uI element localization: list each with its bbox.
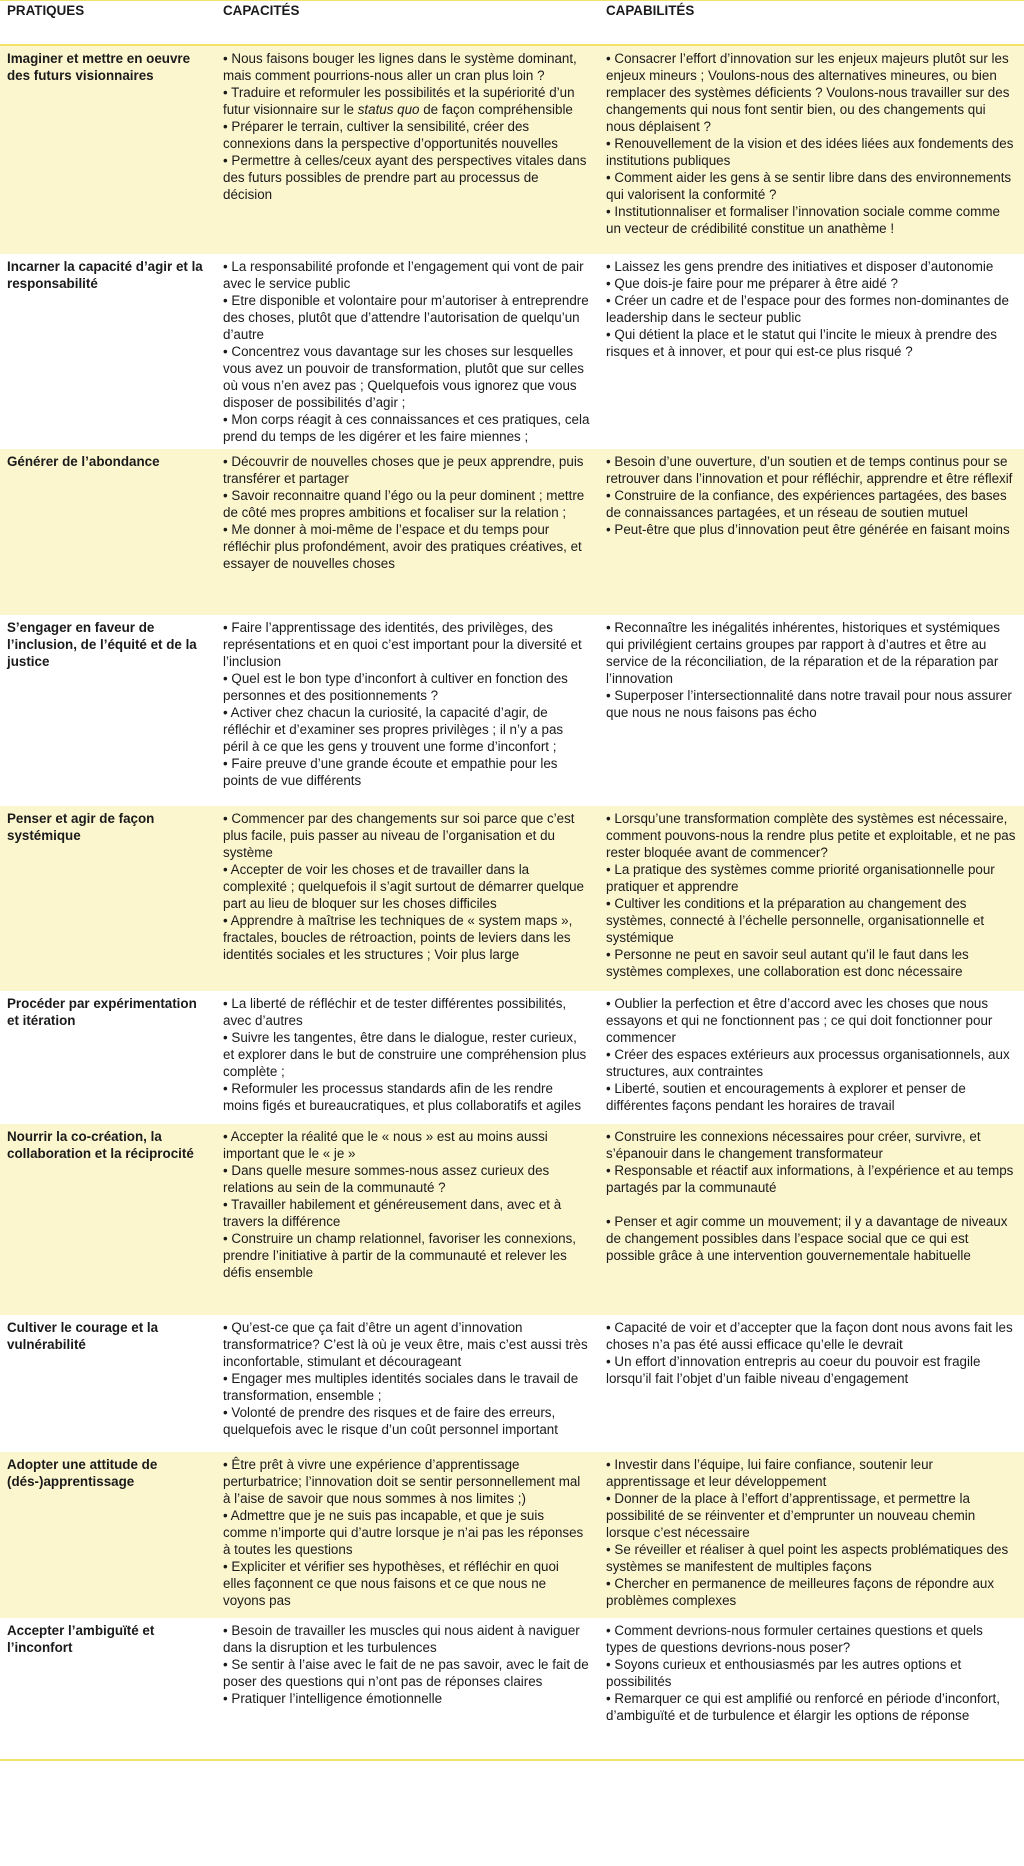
bullet-item: • Qu’est-ce que ça fait d’être un agent d’innovation transformatrice? C’est là où je veux être, mais c’est aussi très inconfortable, stimulant et décourageant: [223, 1320, 588, 1369]
practice-name: Adopter une attitude de (dés-)apprentissage: [7, 1457, 158, 1489]
bullet-item: • Être prêt à vivre une expérience d’apprentissage perturbatrice; l’innovation doit se sentir personnellement mal à l’aise de savoir que nous sommes à nos limites ;): [223, 1457, 581, 1506]
capabilities-cell: [606, 1319, 1018, 1387]
bullet-item: • Dans quelle mesure sommes-nous assez curieux des relations au sein de la communauté ?: [223, 1163, 550, 1195]
header-capabilities: CAPABILITÉS: [606, 3, 695, 18]
bullet-item: • Institutionnaliser et formaliser l’innovation sociale comme comme un vecteur de crédibilité constitue un anathème !: [606, 204, 1000, 236]
capacities-cell: [223, 453, 590, 572]
practice-name: Accepter l’ambiguïté et l’inconfort: [7, 1623, 155, 1655]
capacities-cell: [223, 1128, 590, 1281]
practice-name: S’engager en faveur de l’inclusion, de l’équité et de la justice: [7, 620, 197, 669]
bullet-item: • Créer un cadre et de l’espace pour des formes non-dominantes de leadership dans le secteur public: [606, 293, 1009, 325]
table-row: [0, 254, 1024, 449]
capabilities-cell: [606, 810, 1018, 980]
bullet-item: • Accepter de voir les choses et de travailler dans la complexité ; quelquefois il s’agit surtout de démarrer quelque part au lieu de bloquer sur les choses difficiles: [223, 862, 585, 911]
capabilities-cell: [606, 50, 1018, 237]
bullet-item: • Que dois-je faire pour me préparer à être aidé ?: [606, 276, 898, 291]
table-row: [0, 1452, 1024, 1618]
bullet-item: • Liberté, soutien et encouragements à explorer et penser de différentes façons pendant les horaires de travail: [606, 1081, 966, 1113]
capabilities-cell: [606, 619, 1018, 721]
table-row: [0, 1124, 1024, 1315]
bullet-item: • Préparer le terrain, cultiver la sensibilité, créer des connexions dans la perspective d’opportunités nouvelles: [223, 119, 558, 151]
bullet-item: • Comment aider les gens à se sentir libre dans des environnements qui valorisent la conformité ?: [606, 170, 1012, 202]
bullet-item: • Expliciter et vérifier ses hypothèses, et réfléchir en quoi elles façonnent ce que nous faisons et ce que nous ne voyons pas: [223, 1559, 559, 1608]
table-row: [0, 449, 1024, 615]
table-row: [0, 806, 1024, 991]
practice-name: Imaginer et mettre en oeuvre des futurs visionnaires: [7, 51, 191, 83]
bullet-item: • Suivre les tangentes, être dans le dialogue, rester curieux, et explorer dans le but de construire une compréhension plus complète ;: [223, 1030, 587, 1079]
table-row: [0, 46, 1024, 254]
practice-name: Générer de l’abondance: [7, 454, 160, 469]
bullet-item: • Etre disponible et volontaire pour m’autoriser à entreprendre des choses, plutôt que d’attendre l’autorisation de quelqu’un d’autre: [223, 293, 589, 342]
bullet-item: • Engager mes multiples identités sociales dans le travail de transformation, ensemble ;: [223, 1371, 579, 1403]
practice-name: Penser et agir de façon systémique: [7, 811, 155, 843]
bullet-item: • Capacité de voir et d’accepter que la façon dont nous avons fait les choses n’a pas été aussi efficace qu’elle le devrait: [606, 1320, 1013, 1352]
practice-name: Cultiver le courage et la vulnérabilité: [7, 1320, 159, 1352]
bullet-item: • Travailler habilement et généreusement dans, avec et à travers la différence: [223, 1197, 562, 1229]
bullet-item: • Remarquer ce qui est amplifié ou renforcé en période d’inconfort, d’ambiguïté et de turbulence et élargir les options de réponse: [606, 1691, 1000, 1723]
bullet-item: • Permettre à celles/ceux ayant des perspectives vitales dans des futurs possibles de prendre part au processus de décision: [223, 153, 587, 202]
bullet-item: • Reformuler les processus standards afin de les rendre moins figés et bureaucratiques, et plus collaboratifs et agiles: [223, 1081, 582, 1113]
bullet-item: • Nous faisons bouger les lignes dans le système dominant, mais comment pourrions-nous aller un cran plus loin ?: [223, 51, 577, 83]
table-header: [0, 0, 1024, 44]
bullet-item: • Faire preuve d’une grande écoute et empathie pour les points de vue différents: [223, 756, 558, 788]
practice-name: Incarner la capacité d’agir et la responsabilité: [7, 259, 203, 291]
capabilities-cell: [606, 995, 1018, 1114]
capabilities-cell: [606, 1128, 1018, 1264]
bullet-item: • Savoir reconnaitre quand l’égo ou la peur dominent ; mettre de côté mes propres ambitions et focaliser sur la relation ;: [223, 488, 585, 520]
bullet-item: • Cultiver les conditions et la préparation au changement des systèmes, connecté à l’échelle personnelle, organisationnelle et systémique: [606, 896, 985, 945]
capacities-cell: [223, 619, 590, 789]
bullet-item: • Admettre que je ne suis pas incapable, et que je suis comme n’importe qui d’autre lorsque je n’ai pas les réponses à toutes les questions: [223, 1508, 584, 1557]
bullet-item: • Personne ne peut en savoir seul autant qu’il le faut dans les systèmes complexes, une collaboration est donc nécessaire: [606, 947, 969, 979]
header-practices: PRATIQUES: [7, 3, 85, 18]
header-capacities: CAPACITÉS: [223, 3, 300, 18]
bullet-item: • Faire l’apprentissage des identités, des privilèges, des représentations et en quoi c’est important pour la diversité et l’inclusion: [223, 620, 582, 669]
bullet-item: • Laissez les gens prendre des initiatives et disposer d’autonomie: [606, 259, 994, 274]
bullet-item: • Découvrir de nouvelles choses que je peux apprendre, puis transférer et partager: [223, 454, 584, 486]
bullet-item: • La liberté de réfléchir et de tester différentes possibilités, avec d’autres: [223, 996, 567, 1028]
bullet-item: • La responsabilité profonde et l’engagement qui vont de pair avec le service public: [223, 259, 584, 291]
bullet-item: • Soyons curieux et enthousiasmés par les autres options et possibilités: [606, 1657, 962, 1689]
bullet-item: • Comment devrions-nous formuler certaines questions et quels types de questions devrions-nous poser?: [606, 1623, 983, 1655]
bullet-item: • Me donner à moi-même de l’espace et du temps pour réfléchir plus profondément, avoir des pratiques créatives, et essayer de nouvelles choses: [223, 522, 582, 571]
table-row: [0, 615, 1024, 806]
bullet-item: • La pratique des systèmes comme priorité organisationnelle pour pratiquer et apprendre: [606, 862, 995, 894]
bullet-item: • Chercher en permanence de meilleures façons de répondre aux problèmes complexes: [606, 1576, 995, 1608]
bullet-item: • Créer des espaces extérieurs aux processus organisationnels, aux structures, aux contraintes: [606, 1047, 1010, 1079]
capabilities-cell: [606, 258, 1018, 360]
table-row: [0, 991, 1024, 1124]
bullet-item: • Investir dans l’équipe, lui faire confiance, soutenir leur apprentissage et leur développement: [606, 1457, 933, 1489]
bullet-item: • Concentrez vous davantage sur les choses sur lesquelles vous avez un pouvoir de transformation, plutôt que sur celles où vous n’en avez pas ; Quelquefois vous ignorez que vous disposer de possibilités d’agir ;: [223, 344, 585, 410]
bullet-item: • Consacrer l’effort d’innovation sur les enjeux majeurs plutôt sur les enjeux mineurs ; Voulons-nous des alternatives mineures, ou bien remplacer des systèmes déficients ? Voulons-nous travailler sur des changements qui nous font sentir bien, ou des changements qui nous déplaisent ?: [606, 51, 1010, 134]
bullet-item: • Accepter la réalité que le « nous » est au moins aussi important que le « je »: [223, 1129, 548, 1161]
bullet-item: • Mon corps réagit à ces connaissances et ces pratiques, cela prend du temps de les digérer et les faire miennes ;: [223, 412, 590, 444]
bullet-item: • Besoin d’une ouverture, d’un soutien et de temps continus pour se retrouver dans l’innovation et pour réfléchir, apprendre et être réflexif: [606, 454, 1013, 486]
bullet-item: • Peut-être que plus d’innovation peut être générée en faisant moins: [606, 522, 1010, 537]
bullet-item: • Responsable et réactif aux informations, à l’expérience et au temps partagés par la communauté: [606, 1163, 1014, 1195]
bullet-item: • Quel est le bon type d’inconfort à cultiver en fonction des personnes et des positionnements ?: [223, 671, 568, 703]
blank-line: [606, 1196, 1018, 1213]
capacities-cell: [223, 810, 590, 963]
bullet-item: • Lorsqu’une transformation complète des systèmes est nécessaire, comment pouvons-nous la rendre plus petite et exploitable, et ne pas rester bloquée avant de commencer?: [606, 811, 1016, 860]
bullet-item: • Se réveiller et réaliser à quel point les aspects problématiques des systèmes se manifestent de multiples façons: [606, 1542, 1009, 1574]
bullet-item: • Donner de la place à l’effort d’apprentissage, et permettre la possibilité de se réinventer et d’emprunter un nouveau chemin lorsque c’est nécessaire: [606, 1491, 976, 1540]
bullet-item: • Penser et agir comme un mouvement; il y a davantage de niveaux de changement possibles dans l’espace social que ce qui est possible grâce à une intervention gouvernementale habituelle: [606, 1214, 1008, 1263]
table-row: [0, 1315, 1024, 1452]
table-row: [0, 1618, 1024, 1759]
bullet-item: • Apprendre à maîtrise les techniques de « system maps », fractales, boucles de rétroaction, points de leviers dans les identités sociales et les structures ; Voir plus large: [223, 913, 573, 962]
capacities-cell: [223, 1456, 590, 1609]
bullet-item: • Construire de la confiance, des expériences partagées, des bases de connaissances partagées, et un réseau de soutien mutuel: [606, 488, 1007, 520]
bullet-item: • Reconnaître les inégalités inhérentes, historiques et systémiques qui privilégient certains groupes par rapport à d’autres et être au service de la réconciliation, de la réparation et de la réparation par l’innovation: [606, 620, 1000, 686]
practice-name: Procéder par expérimentation et itération: [7, 996, 197, 1028]
bullet-item: • Renouvellement de la vision et des idées liées aux fondements des institutions publiques: [606, 136, 1014, 168]
capacities-cell: [223, 995, 590, 1114]
capacities-cell: [223, 258, 590, 445]
bullet-item: • Superposer l’intersectionnalité dans notre travail pour nous assurer que nous ne nous faisons pas écho: [606, 688, 1012, 720]
bullet-item: • Construire un champ relationnel, favoriser les connexions, prendre l’initiative à partir de la communauté et relever les défis ensemble: [223, 1231, 577, 1280]
bullet-item: • Volonté de prendre des risques et de faire des erreurs, quelquefois avec le risque d’un coût personnel important: [223, 1405, 558, 1437]
bullet-item: • Activer chez chacun la curiosité, la capacité d’agir, de réfléchir et d’examiner ses propres privilèges ; il n’y a pas péril à ce que les gens y trouvent une forme d’inconfort ;: [223, 705, 564, 754]
bullet-item: • Se sentir à l’aise avec le fait de ne pas savoir, avec le fait de poser des questions qui n’ont pas de réponses claires: [223, 1657, 589, 1689]
bullet-item: • Construire les connexions nécessaires pour créer, survivre, et s’épanouir dans le changement transformateur: [606, 1129, 981, 1161]
bullet-item: • Traduire et reformuler les possibilités et la supériorité d’un futur visionnaire sur le status quo de façon compréhensible: [223, 85, 575, 117]
capabilities-cell: [606, 1622, 1018, 1724]
capacities-cell: [223, 50, 590, 203]
capabilities-cell: [606, 453, 1018, 538]
bullet-item: • Un effort d’innovation entrepris au coeur du pouvoir est fragile lorsqu’il fait l’objet d’un faible niveau d’engagement: [606, 1354, 981, 1386]
capabilities-cell: [606, 1456, 1018, 1609]
bullet-item: • Commencer par des changements sur soi parce que c’est plus facile, puis passer au niveau de l’organisation et du système: [223, 811, 575, 860]
practice-name: Nourrir la co-création, la collaboration et la réciprocité: [7, 1129, 194, 1161]
capacities-cell: [223, 1622, 590, 1707]
bullet-item: • Besoin de travailler les muscles qui nous aident à naviguer dans la disruption et les turbulences: [223, 1623, 580, 1655]
bullet-item: • Oublier la perfection et être d’accord avec les choses que nous essayons et qui ne fonctionnent pas ; ce qui doit fonctionner pour commencer: [606, 996, 993, 1045]
bottom-rule: [0, 1759, 1024, 1761]
capacities-cell: [223, 1319, 590, 1438]
bullet-item: • Qui détient la place et le statut qui l’incite le mieux à prendre des risques et à innover, et pour qui est-ce plus risqué ?: [606, 327, 998, 359]
bullet-item: • Pratiquer l’intelligence émotionnelle: [223, 1691, 443, 1706]
